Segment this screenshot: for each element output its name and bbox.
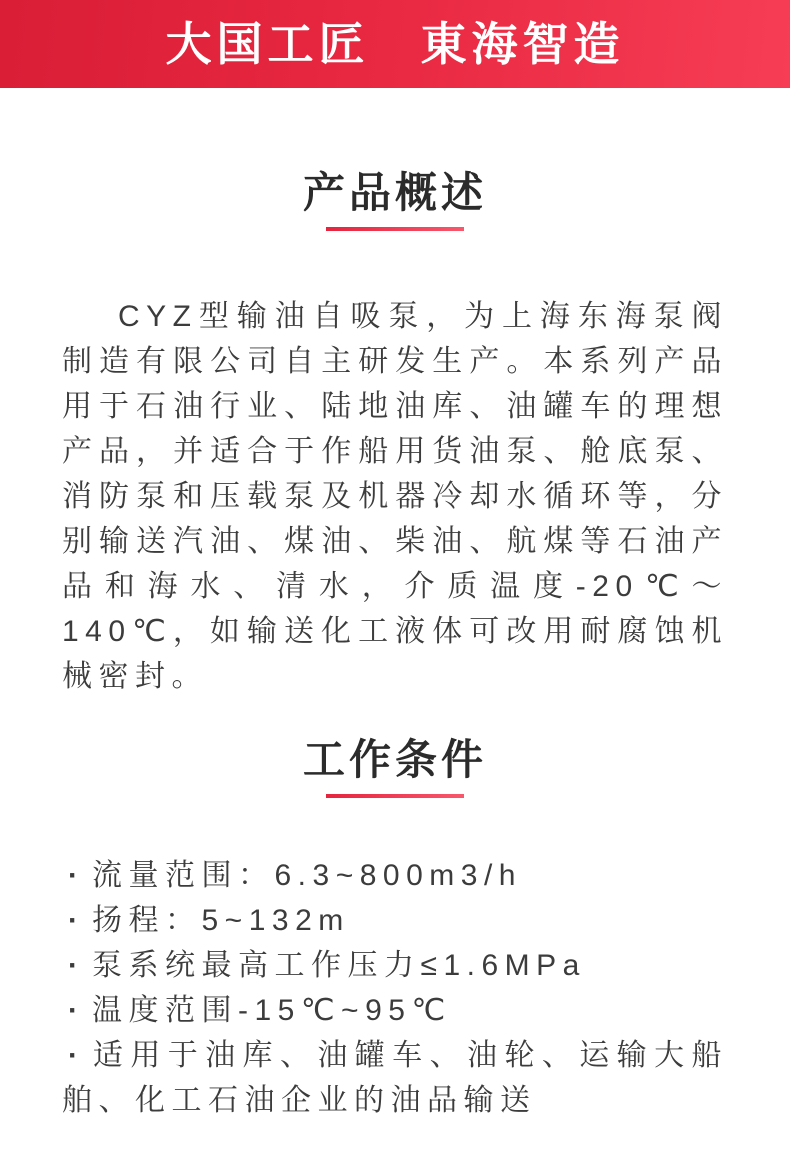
bullet-dot-icon: · bbox=[68, 1039, 78, 1072]
overview-section bbox=[0, 169, 790, 699]
overview-content bbox=[62, 294, 728, 699]
spec-item-flow-range bbox=[62, 853, 728, 898]
conditions-title-underline bbox=[326, 794, 464, 798]
overview-paragraph: CYZ型输油自吸泵，为上海东海泵阀制造有限公司自主研发生产。本系列产品用于石油行业、陆地油库、油罐车的理想产品，并适合于作船用货油泵、舱底泵、消防泵和压载泵及机器冷却水循环等，分别输送汽油、煤油、柴油、航煤等石油产品和海水、清水，介质温度-20℃～140℃，如输送化工液体可改用耐腐蚀机械密封。 bbox=[62, 300, 728, 693]
bullet-dot-icon: · bbox=[68, 994, 78, 1027]
conditions-section-head bbox=[0, 736, 790, 798]
spec-item-head-range bbox=[62, 898, 728, 943]
working-conditions-section bbox=[0, 736, 790, 1123]
section-title-conditions: 工作条件 bbox=[302, 736, 487, 783]
bullet-dot-icon: · bbox=[68, 904, 78, 937]
spec-item-temp-range bbox=[62, 988, 728, 1033]
spec-item-max-pressure bbox=[62, 943, 728, 988]
brand-banner bbox=[0, 0, 790, 88]
spec-item-text: 适用于油库、油罐车、油轮、运输大船舶、化工石油企业的油品输送 bbox=[62, 1039, 728, 1117]
overview-title-underline bbox=[326, 227, 464, 231]
spec-item-applications bbox=[62, 1033, 728, 1123]
spec-item-text: 扬程：5~132m bbox=[92, 904, 350, 937]
bullet-dot-icon: · bbox=[68, 949, 78, 982]
section-title-overview: 产品概述 bbox=[302, 169, 487, 216]
overview-section-head bbox=[0, 169, 790, 231]
spec-item-text: 泵系统最高工作压力≤1.6MPa bbox=[92, 949, 586, 982]
spec-item-text: 温度范围-15℃~95℃ bbox=[92, 994, 452, 1027]
spec-list bbox=[62, 853, 728, 1123]
bullet-dot-icon: · bbox=[68, 859, 78, 892]
banner-title: 大国工匠 東海智造 bbox=[165, 18, 625, 70]
spec-item-text: 流量范围：6.3~800m3/h bbox=[92, 859, 522, 892]
